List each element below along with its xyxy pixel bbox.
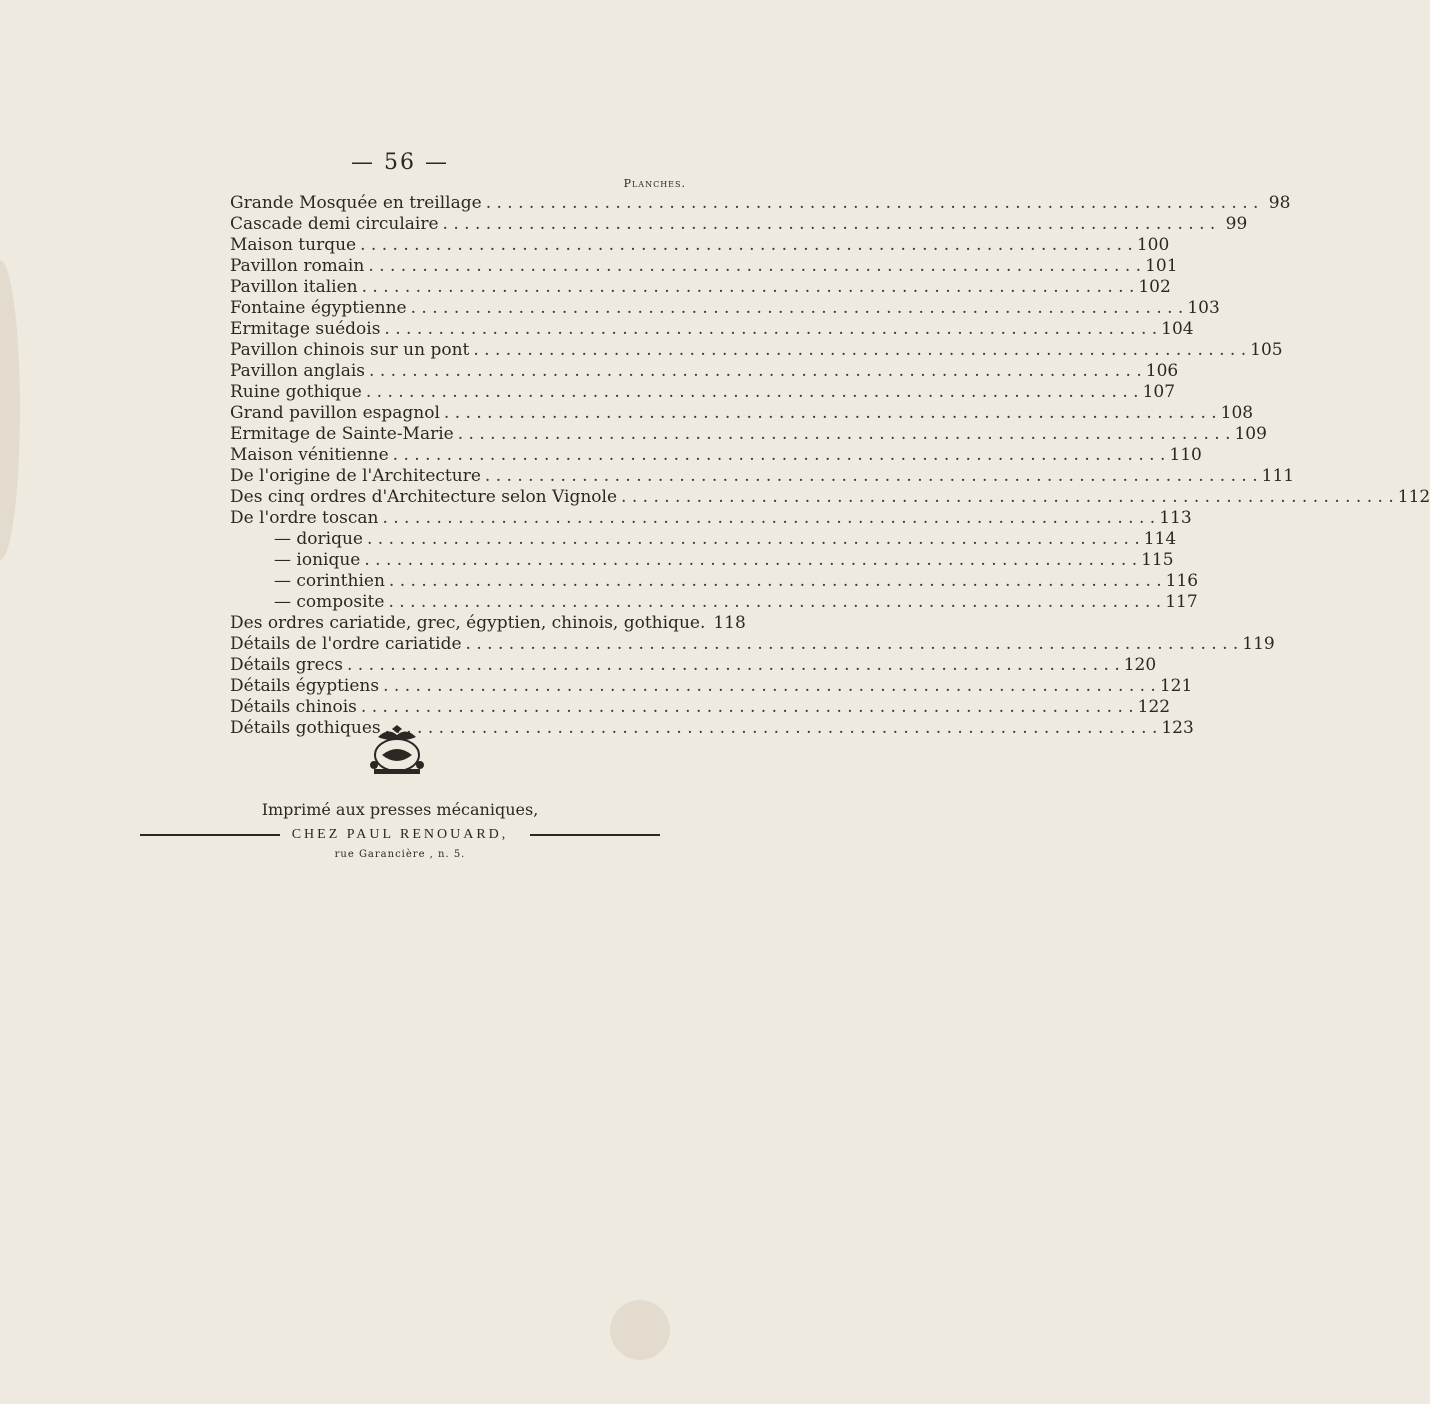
toc-entry — [230, 298, 1220, 319]
toc-entry — [230, 550, 1174, 571]
dot-leader — [444, 403, 1217, 424]
toc-entry-page: 117 — [1165, 592, 1198, 612]
dot-leader — [466, 634, 1239, 655]
toc-entry — [230, 424, 1267, 445]
toc-entry — [230, 613, 746, 634]
toc-entry-page: 98 — [1268, 193, 1291, 213]
toc-entry — [230, 697, 1171, 718]
dot-leader — [347, 655, 1120, 676]
page-number: — 56 — — [351, 150, 449, 175]
toc-entry-page: 106 — [1145, 361, 1179, 381]
imprint-statement: Imprimé aux presses mécaniques, — [261, 800, 539, 819]
toc-entry-title: Ermitage de Sainte-Marie — [230, 424, 454, 444]
toc-entry-page: 99 — [1225, 214, 1248, 234]
colophon — [0, 800, 800, 860]
dot-leader — [486, 193, 1259, 214]
dot-leader — [621, 487, 1394, 508]
toc-entry-page: 123 — [1161, 718, 1194, 738]
toc-entry-page: 122 — [1137, 697, 1171, 717]
toc-entry-title: Maison turque — [230, 235, 357, 255]
toc-entry — [230, 277, 1171, 298]
dot-leader — [367, 529, 1140, 550]
dot-leader — [382, 508, 1155, 529]
toc-entry-title: Pavillon anglais — [230, 361, 366, 381]
publisher-line — [120, 823, 680, 845]
toc-entry-page: 107 — [1142, 382, 1176, 402]
toc-entry-title: — corinthien — [274, 571, 385, 591]
toc-entry-title: Cascade demi circulaire — [230, 214, 439, 234]
toc-entry-page: 116 — [1165, 571, 1199, 591]
dot-leader — [364, 550, 1137, 571]
toc-entry — [230, 214, 1248, 235]
dot-leader — [383, 676, 1156, 697]
toc-entry — [230, 592, 1198, 613]
toc-entry — [230, 193, 1291, 214]
toc-entry-title: Grand pavillon espagnol — [230, 403, 440, 423]
toc-entry — [230, 361, 1179, 382]
publisher-name: CHEZ PAUL RENOUARD, — [291, 827, 509, 842]
toc-entry — [230, 634, 1275, 655]
toc-entry-title: Détails chinois — [230, 697, 357, 717]
toc-entry-title: De l'ordre toscan — [230, 508, 379, 528]
dot-leader — [360, 235, 1133, 256]
toc-entry-page: 108 — [1220, 403, 1254, 423]
dot-leader — [443, 214, 1216, 235]
printer-ornament-icon — [368, 725, 426, 777]
toc-entry-page: 102 — [1138, 277, 1171, 297]
toc-entry-title: Maison vénitienne — [230, 445, 389, 465]
toc-entry-title: Détails grecs — [230, 655, 343, 675]
dot-leader — [385, 718, 1158, 739]
column-header: Planches. — [623, 177, 686, 190]
paper-stain — [0, 260, 20, 560]
toc-entry-title: Pavillon romain — [230, 256, 365, 276]
dot-leader — [369, 361, 1142, 382]
toc-entry — [230, 508, 1192, 529]
toc-entry-page: 112 — [1397, 487, 1430, 507]
toc-entry — [230, 235, 1170, 256]
toc-entry-title: De l'origine de l'Architecture — [230, 466, 481, 486]
decorative-rule-left — [140, 834, 280, 836]
dot-leader — [485, 466, 1258, 487]
dot-leader — [366, 382, 1139, 403]
toc-entry-page: 118 — [713, 613, 746, 633]
dot-leader — [393, 445, 1166, 466]
toc-entry-page: 109 — [1234, 424, 1267, 444]
dot-leader — [361, 697, 1134, 718]
toc-entry-page: 113 — [1159, 508, 1192, 528]
table-of-contents — [230, 193, 1430, 739]
toc-entry-page: 114 — [1143, 529, 1177, 549]
dot-leader — [384, 319, 1157, 340]
toc-entry-title: — ionique — [274, 550, 361, 570]
toc-entry-page: 100 — [1136, 235, 1170, 255]
toc-entry — [230, 529, 1177, 550]
dot-leader — [411, 298, 1184, 319]
toc-entry-title: Détails gothiques — [230, 718, 381, 738]
toc-entry-title: Détails égyptiens — [230, 676, 380, 696]
toc-entry-page: 119 — [1242, 634, 1275, 654]
toc-entry — [230, 655, 1157, 676]
paper-stain — [610, 1300, 670, 1360]
dot-leader — [458, 424, 1231, 445]
toc-entry — [230, 466, 1295, 487]
toc-entry-page: 105 — [1250, 340, 1283, 360]
toc-entry-page: 101 — [1145, 256, 1178, 276]
dot-leader — [362, 277, 1135, 298]
toc-entry — [230, 382, 1176, 403]
toc-entry-title: Fontaine égyptienne — [230, 298, 407, 318]
toc-entry-title: Grande Mosquée en treillage — [230, 193, 482, 213]
toc-entry-title: Pavillon chinois sur un pont — [230, 340, 470, 360]
toc-entry-title: Pavillon italien — [230, 277, 358, 297]
toc-entry-page: 121 — [1159, 676, 1193, 696]
decorative-rule-right — [530, 834, 660, 836]
toc-entry — [230, 718, 1194, 739]
toc-entry-title: Ermitage suédois — [230, 319, 381, 339]
toc-entry-title: Ruine gothique — [230, 382, 362, 402]
toc-entry — [230, 571, 1199, 592]
toc-entry-page: 110 — [1169, 445, 1202, 465]
toc-entry — [230, 487, 1430, 508]
toc-entry — [230, 676, 1193, 697]
toc-entry — [230, 445, 1202, 466]
toc-entry-title: Des ordres cariatide, grec, égyptien, chinois, gothique. — [230, 613, 706, 633]
dot-leader — [389, 571, 1162, 592]
dot-leader — [473, 340, 1246, 361]
publisher-address: rue Garancière , n. 5. — [334, 849, 466, 860]
toc-entry-page: 115 — [1141, 550, 1174, 570]
toc-entry — [230, 340, 1283, 361]
toc-entry-page: 104 — [1161, 319, 1194, 339]
toc-entry-page: 103 — [1187, 298, 1220, 318]
toc-entry — [230, 403, 1254, 424]
dot-leader — [388, 592, 1161, 613]
toc-entry-page: 111 — [1261, 466, 1295, 486]
toc-entry-page: 120 — [1123, 655, 1157, 675]
toc-entry-title: Des cinq ordres d'Architecture selon Vignole — [230, 487, 618, 507]
toc-entry-title: — dorique — [274, 529, 363, 549]
toc-entry — [230, 256, 1178, 277]
toc-entry-title: — composite — [274, 592, 385, 612]
toc-entry-title: Détails de l'ordre cariatide — [230, 634, 462, 654]
toc-entry — [230, 319, 1194, 340]
dot-leader — [368, 256, 1141, 277]
